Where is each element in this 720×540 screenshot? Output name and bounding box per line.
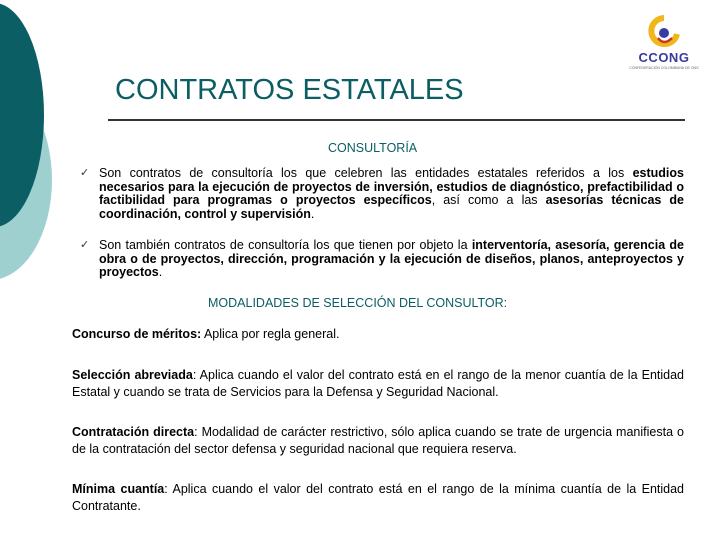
section-title: CONSULTORÍA bbox=[328, 141, 418, 155]
modalidad-item: Contratación directa: Modalidad de carácter restrictivo, sólo aplica cuando se trate de urgencia manifiesta o de la contratación del sector defensa y seguridad nacional que requiera reserva. bbox=[72, 425, 684, 456]
modalidad-item: Selección abreviada: Aplica cuando el valor del contrato está en el rango de la menor cuantía de la Entidad Estatal y cuando se trata de Servicios para la Defensa y Seguridad Nacional. bbox=[72, 368, 684, 399]
page-title: CONTRATOS ESTATALES bbox=[115, 74, 464, 106]
bullet-item: ✓ Son contratos de consultoría los que celebren las entidades estatales referidos a los estudios necesarios para la ejecución de proyectos de inversión, estudios de diagnóstico, prefactibilidad o factibilidad para programas o proyectos específicos, así como a las asesorías técnicas de coordinación, control y supervisión. bbox=[80, 166, 684, 221]
modalidad-item: Mínima cuantía: Aplica cuando el valor del contrato está en el rango de la mínima cuantía de la Entidad Contratante. bbox=[72, 482, 685, 513]
ccong-logo-mark-icon bbox=[628, 14, 700, 52]
checkmark-icon: ✓ bbox=[80, 167, 90, 179]
checkmark-icon: ✓ bbox=[80, 239, 90, 251]
decorative-side-shapes bbox=[0, 0, 90, 300]
title-divider bbox=[108, 119, 685, 121]
modalidad-item: Concurso de méritos: Aplica por regla general. bbox=[72, 327, 340, 341]
consultoria-bullets bbox=[80, 167, 684, 298]
modalidades-title: MODALIDADES DE SELECCIÓN DEL CONSULTOR: bbox=[208, 296, 508, 310]
logo-wordmark: CCONG bbox=[638, 50, 690, 65]
bullet-item: ✓ Son también contratos de consultoría los que tienen por objeto la interventoría, asesoría, gerencia de obra o de proyectos, dirección, programación y la ejecución de diseños, planos, anteproyectos y proyectos. bbox=[80, 238, 684, 279]
ccong-logo bbox=[628, 14, 700, 78]
logo-tagline: CONFEDERACIÓN COLOMBIANA DE ONG bbox=[629, 66, 699, 70]
